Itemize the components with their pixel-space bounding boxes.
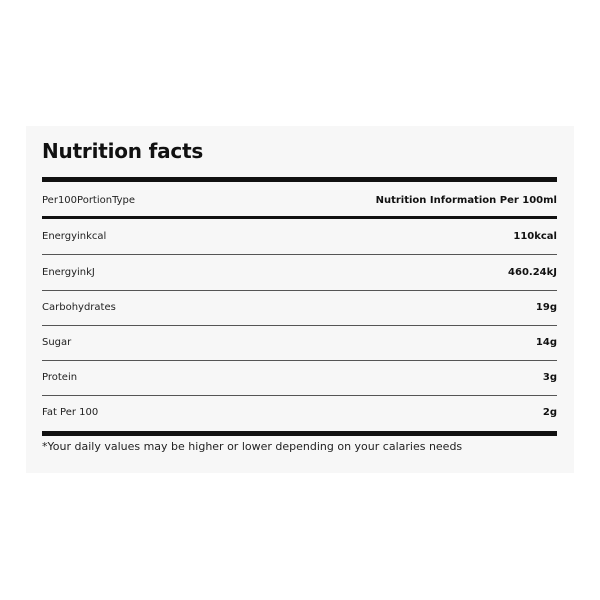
nutrient-value: 3g xyxy=(542,372,557,383)
nutrient-value: 460.24kJ xyxy=(508,267,557,278)
nutrient-value: 110kcal xyxy=(513,231,557,242)
nutrient-label: Energyinkcal xyxy=(42,231,107,242)
nutrient-value: 14g xyxy=(535,337,557,348)
table-row xyxy=(42,325,557,361)
table-row xyxy=(42,360,557,396)
nutrient-value: 2g xyxy=(542,407,557,418)
header-value: Nutrition Information Per 100ml xyxy=(375,194,557,206)
nutrient-label: EnergyinkJ xyxy=(42,267,95,278)
nutrient-value: 19g xyxy=(535,302,557,313)
daily-values-footnote: *Your daily values may be higher or lower depending on your calaries needs xyxy=(42,440,463,453)
table-row xyxy=(42,395,557,430)
header-label: Per100PortionType xyxy=(42,194,136,206)
top-divider xyxy=(42,177,557,182)
nutrient-label: Protein xyxy=(42,372,78,383)
nutrient-label: Carbohydrates xyxy=(42,302,116,313)
table-row xyxy=(42,219,557,255)
table-row xyxy=(42,290,557,326)
bottom-divider xyxy=(42,431,557,436)
nutrient-label: Sugar xyxy=(42,337,72,348)
nutrition-facts-panel xyxy=(26,126,574,473)
nutrient-label: Fat Per 100 xyxy=(42,407,99,418)
table-header-row xyxy=(42,184,557,216)
table-row xyxy=(42,255,557,291)
nutrition-facts-title: Nutrition facts xyxy=(42,139,204,163)
